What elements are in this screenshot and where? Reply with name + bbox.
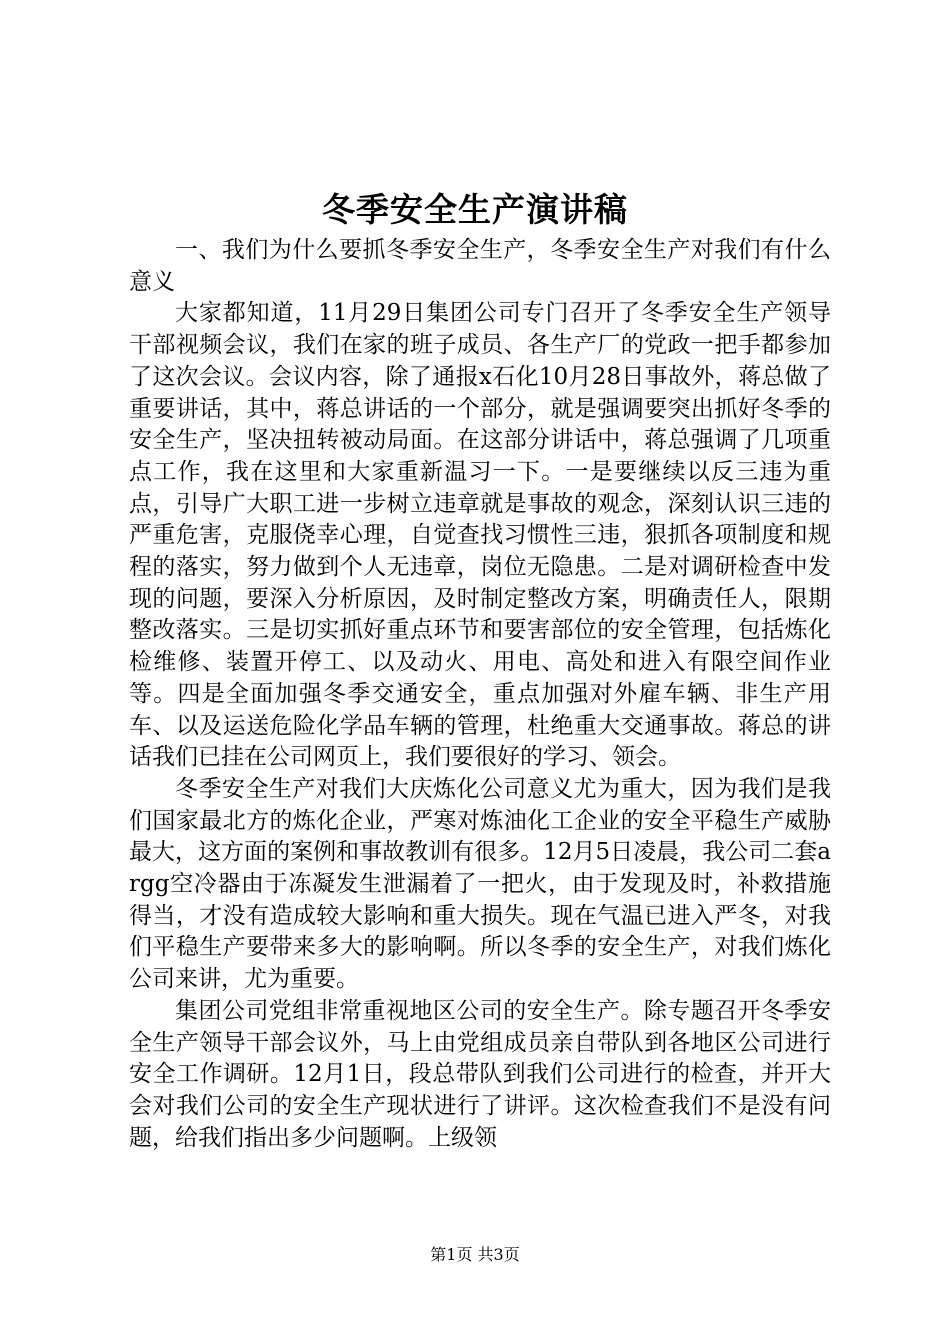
document-body — [129, 235, 831, 1154]
page-number-footer: 第1页 共3页 — [430, 1245, 520, 1264]
paragraph: 大家都知道，11月29日集团公司专门召开了冬季安全生产领导干部视频会议，我们在家的班子成员、各生产厂的党政一把手都参加了这次会议。会议内容，除了通报x石化10月28日事故外，蒋总做了重要讲话，其中，蒋总讲话的一个部分，就是强调要突出抓好冬季的安全生产，坚决扭转被动局面。在这部分讲话中，蒋总强调了几项重点工作，我在这里和大家重新温习一下。一是要继续以反三违为重点，引导广大职工进一步树立违章就是事故的观念，深刻认识三违的严重危害，克服侥幸心理，自觉查找习惯性三违，狠抓各项制度和规程的落实，努力做到个人无违章，岗位无隐患。二是对调研检查中发现的问题，要深入分析原因，及时制定整改方案，明确责任人，限期整改落实。三是切实抓好重点环节和要害部位的安全管理，包括炼化检维修、装置开停工、以及动火、用电、高处和进入有限空间作业等。四是全面加强冬季交通安全，重点加强对外雇车辆、非生产用车、以及运送危险化学品车辆的管理，杜绝重大交通事故。蒋总的讲话我们已挂在公司网页上，我们要很好的学习、领会。 — [129, 300, 831, 771]
paragraph: 冬季安全生产对我们大庆炼化公司意义尤为重大，因为我们是我们国家最北方的炼化企业，严寒对炼油化工企业的安全平稳生产威胁最大，这方面的案例和事故教训有很多。12月5日凌晨，我公司二套argg空冷器由于冻凝发生泄漏着了一把火，由于发现及时，补救措施得当，才没有造成较大影响和重大损失。现在气温已进入严冬，对我们平稳生产要带来多大的影响啊。所以冬季的安全生产，对我们炼化公司来讲，尤为重要。 — [129, 775, 831, 993]
paragraph: 集团公司党组非常重视地区公司的安全生产。除专题召开冬季安全生产领导干部会议外，马上由党组成员亲自带队到各地区公司进行安全工作调研。12月1日，段总带队到我们公司进行的检查，并开大会对我们公司的安全生产现状进行了讲评。这次检查我们不是没有问题，给我们指出多少问题啊。上级领 — [129, 997, 831, 1151]
paragraph-heading: 一、我们为什么要抓冬季安全生产，冬季安全生产对我们有什么意义 — [129, 237, 831, 295]
document-title: 冬季安全生产演讲稿 — [322, 190, 628, 229]
